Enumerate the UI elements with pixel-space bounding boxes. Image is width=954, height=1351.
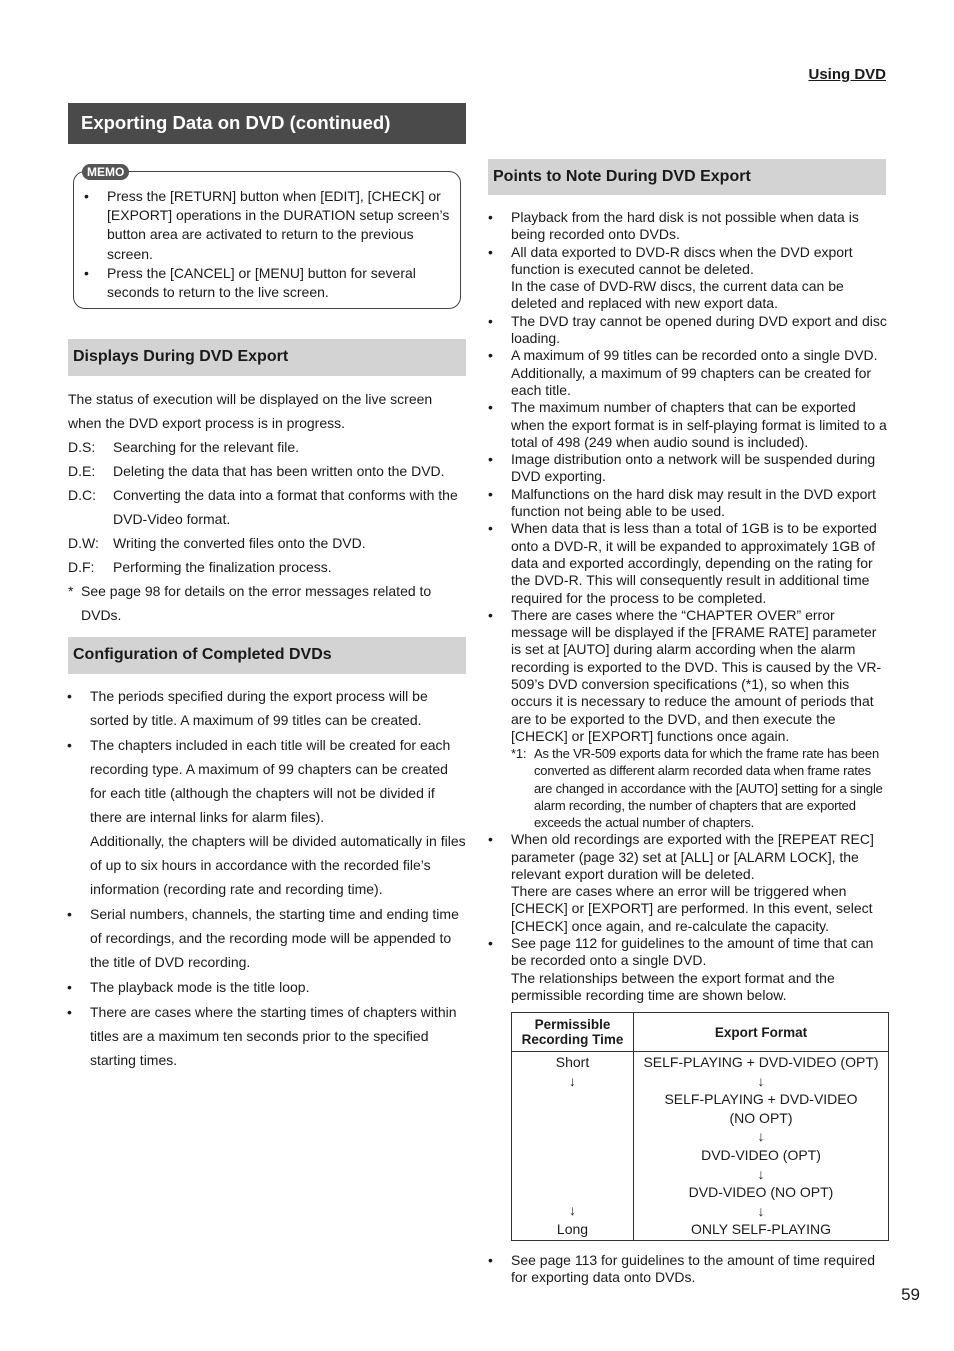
configuration-list xyxy=(67,684,468,1073)
status-description: Performing the finalization process. xyxy=(113,559,332,575)
list-item: • Playback from the hard disk is not possible when data is being recorded onto DVDs. xyxy=(488,209,859,243)
status-code-row xyxy=(68,459,466,483)
list-item: • Malfunctions on the hard disk may result in the DVD export function not being able to be used. xyxy=(488,485,876,520)
status-code: D.S: xyxy=(68,439,96,455)
bullet: • xyxy=(84,188,89,204)
displays-section xyxy=(68,387,466,627)
bullet: • xyxy=(488,485,493,502)
export-format-cell: SELF-PLAYING + DVD-VIDEO (OPT) ↓ SELF-PLAYING + DVD-VIDEO (NO OPT) ↓ DVD-VIDEO (OPT) ↓ DVD-VIDEO (NO OPT) ↓ ONLY SELF-PLAYING xyxy=(634,1052,889,1241)
displays-heading: Displays During DVD Export xyxy=(68,339,466,376)
arrow-down-icon: ↓ xyxy=(569,1202,576,1219)
list-item: • See page 112 for guidelines to the amount of time that can be recorded onto a single DVD. The relationships between the export format and the permissible recording time are shown below. xyxy=(488,935,874,1003)
points-list-continued xyxy=(488,1252,889,1287)
points-heading: Points to Note During DVD Export xyxy=(488,159,886,195)
memo-item: • Press the [CANCEL] or [MENU] button for several seconds to return to the live screen. xyxy=(84,264,416,301)
status-description: Writing the converted files onto the DVD. xyxy=(113,535,366,551)
status-code: D.C: xyxy=(68,487,96,503)
list-item: • Serial numbers, channels, the starting time and ending time of recordings, and the recording mode will be appended to the title of DVD recording. xyxy=(90,902,468,974)
list-item: • Image distribution onto a network will be suspended during DVD exporting. xyxy=(488,451,876,485)
bullet: • xyxy=(488,451,493,468)
status-code-row xyxy=(68,531,466,555)
bullet: • xyxy=(488,606,493,623)
bullet: • xyxy=(67,906,72,922)
bullet: • xyxy=(488,399,493,416)
bullet: • xyxy=(84,264,89,281)
bullet: • xyxy=(488,347,493,364)
memo-item: • Press the [RETURN] button when [EDIT], [CHECK] or [EXPORT] operations in the DURATION setup screen’s button area are activated to return to the previous screen. xyxy=(84,188,450,262)
list-item: • When old recordings are exported with the [REPEAT REC] parameter (page 32) set at [ALL] or [ALARM LOCK], the relevant export duration will be deleted. There are cases where an error will be triggered when [CHECK] or [EXPORT] are performed. In this event, select [CHECK] once again, and re-calculate the capacity. xyxy=(488,831,874,934)
error-note: * See page 98 for details on the error messages related to DVDs. xyxy=(68,583,432,623)
column-header: Export Format xyxy=(634,1013,889,1052)
list-item: • The maximum number of chapters that can be exported when the export format is in self-playing format is limited to a total of 498 (249 when audio sound is included). xyxy=(488,399,887,450)
status-code-row xyxy=(68,555,466,579)
footnote: *1: As the VR-509 exports data for which the frame rate has been converted as different alarm recorded data when frame rates are changed in accordance with the [AUTO] setting for a single alarm recording, the number of chapters that are exported exceeds the actual number of chapters. xyxy=(511,746,883,831)
bullet: • xyxy=(488,243,493,260)
list-item: • When data that is less than a total of 1GB is to be exported onto a DVD-R, it will be expanded to approximately 1GB of data and exported accordingly, depending on the rating for the DVD-R. This will consequently result in additional time required for the process to be completed. xyxy=(488,520,877,606)
arrow-down-icon: ↓ xyxy=(757,1072,765,1089)
bullet: • xyxy=(67,1004,72,1020)
page-title: Exporting Data on DVD (continued) xyxy=(68,103,466,144)
status-description: Converting the data into a format that conforms with the DVD-Video format. xyxy=(113,487,458,527)
column-header: Permissible Recording Time xyxy=(512,1013,634,1052)
status-code: D.F: xyxy=(68,559,95,575)
bullet: • xyxy=(488,312,493,329)
list-item: • The DVD tray cannot be opened during DVD export and disc loading. xyxy=(488,312,887,347)
points-list xyxy=(488,209,889,1004)
displays-intro: The status of execution will be displayed on the live screen when the DVD export process is in progress. xyxy=(68,391,433,431)
arrow-down-icon: ↓ xyxy=(757,1128,765,1145)
status-code: D.W: xyxy=(68,535,99,551)
bullet: • xyxy=(67,979,72,995)
list-item: • There are cases where the starting times of chapters within titles are a maximum ten seconds prior to the specified starting times. xyxy=(90,1000,468,1072)
bullet: • xyxy=(488,1252,493,1268)
page-number: 59 xyxy=(901,1285,920,1304)
bullet: • xyxy=(488,209,493,225)
list-item: • The periods specified during the export process will be sorted by title. A maximum of 99 titles can be created. xyxy=(90,684,468,732)
list-item: • See page 113 for guidelines to the amount of time required for exporting data onto DVDs. xyxy=(488,1252,875,1286)
bullet: • xyxy=(67,688,72,704)
status-code-row xyxy=(68,483,466,531)
list-item: • There are cases where the “CHAPTER OVER” error message will be displayed if the [FRAME RATE] parameter is set at [AUTO] during alarm according when the alarm recording is exported to the DVD. This is caused by the VR-509’s DVD conversion specifications (*1), so when this occurs it is necessary to reduce the amount of periods that are to be exported to the DVD, and then execute the [CHECK] or [EXPORT] functions once again. *1: As the VR-509 exports data for which the frame rate has been converted as different alarm recorded data when frame rates are changed in accordance with the [AUTO] setting for a single alarm recording, the number of chapters that are exported exceeds the actual number of chapters. xyxy=(511,607,889,831)
list-item: • All data exported to DVD-R discs when the DVD export function is executed cannot be deleted. In the case of DVD-RW discs, the current data can be deleted and replaced with new export data. xyxy=(488,243,853,312)
status-code: D.E: xyxy=(68,463,96,479)
recording-time-cell: Short ↓ ↓ Long xyxy=(512,1052,634,1241)
bullet: • xyxy=(488,520,493,537)
arrow-down-icon: ↓ xyxy=(569,1072,576,1089)
bullet: • xyxy=(488,935,493,951)
list-item: • A maximum of 99 titles can be recorded onto a single DVD. Additionally, a maximum of 99 chapters can be created for each title. xyxy=(488,347,878,398)
section-tab: Using DVD xyxy=(808,66,886,83)
bullet: • xyxy=(488,831,493,848)
memo-list xyxy=(84,187,457,302)
memo-badge: MEMO xyxy=(82,164,129,180)
configuration-heading: Configuration of Completed DVDs xyxy=(68,637,466,674)
list-item: • The playback mode is the title loop. xyxy=(90,975,468,999)
status-description: Searching for the relevant file. xyxy=(113,439,299,455)
status-description: Deleting the data that has been written onto the DVD. xyxy=(113,463,445,479)
status-code-row xyxy=(68,435,466,459)
list-item: • The chapters included in each title will be created for each recording type. A maximum of 99 chapters can be created for each title (although the chapters will not be divided if there are internal links for alarm files). Additionally, the chapters will be divided automatically in files of up to six hours in accordance with the recorded file’s information (recording rate and recording time). xyxy=(90,733,468,901)
arrow-down-icon: ↓ xyxy=(757,1165,765,1182)
arrow-down-icon: ↓ xyxy=(757,1202,765,1219)
bullet: • xyxy=(67,737,72,753)
export-format-table xyxy=(511,1012,889,1241)
